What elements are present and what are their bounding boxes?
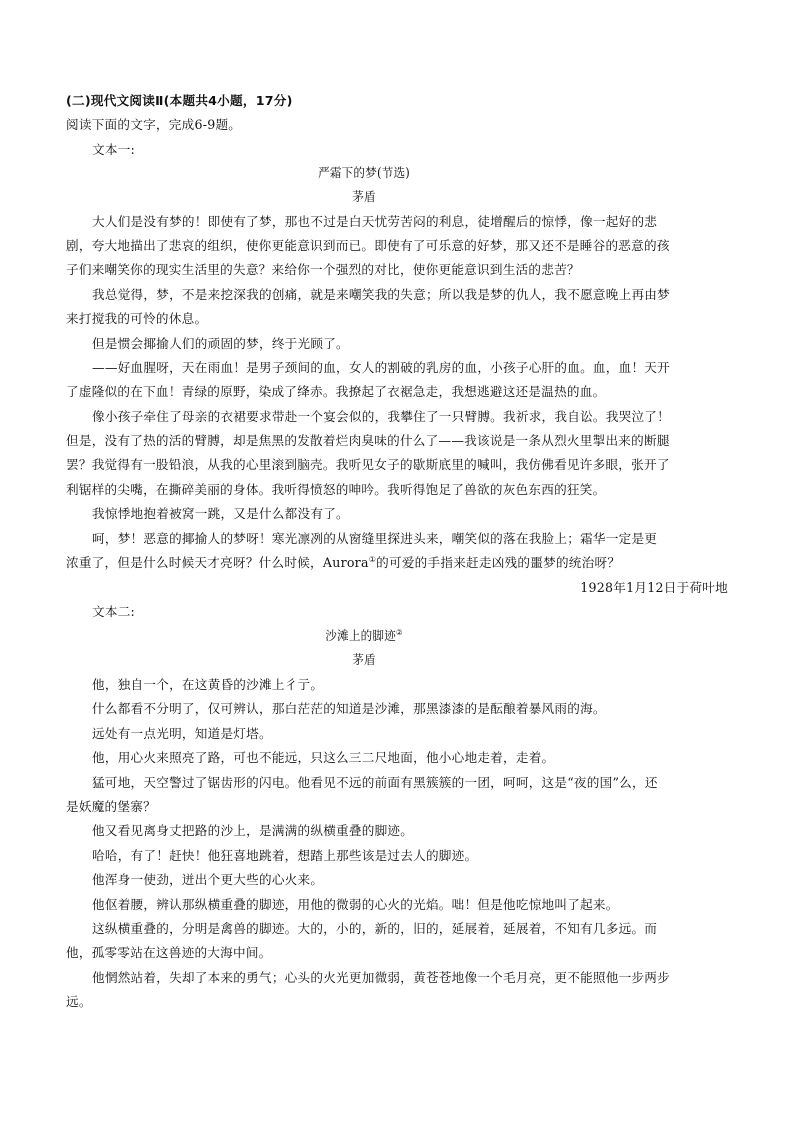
text1-line: 浓重了，但是什么时候天才亮呀？什么时候，Aurora <box>66 555 369 570</box>
instruction-text: 阅读下面的文字，完成6-9题。 <box>66 117 242 132</box>
text2-title-text: 沙滩上的脚迹 <box>325 628 396 643</box>
text1-line: 我惊悸地抱着被窝一跳，又是什么都没有了。 <box>92 506 349 521</box>
footnote-marker: ② <box>395 628 403 637</box>
text2-line: 他又看见离身丈把路的沙上，是满满的纵横重叠的脚迹。 <box>92 823 414 838</box>
text1-line: 剧，夸大地描出了悲哀的组织，使你更能意识到而已。即使有了可乐意的好梦，那又还不是睡谷的恶意的孩 <box>66 238 670 253</box>
text2-line: 这纵横重叠的，分明是禽兽的脚迹。大的，小的，新的，旧的，延展着，延展着，不知有几多远。而 <box>92 921 658 936</box>
text2-line: 猛可地，天空警过了锯齿形的闪电。他看见不远的前面有黑簇簇的一团，呵呵，这是“夜的国”么，还 <box>92 775 658 790</box>
text2-title <box>0 627 728 645</box>
text2-line: 他，用心火来照亮了路，可也不能远，只这么三二尺地面，他小心地走着，走着。 <box>92 750 555 765</box>
text1-line: 但是，没有了热的活的臂膊，却是焦黑的发散着烂肉臭味的什么了——我该说是一条从烈火里掣出来的断腿 <box>66 433 670 448</box>
section-heading: (二)现代文阅读Ⅱ(本题共4小题，17分) <box>66 93 293 108</box>
text1-line: 了虚隆似的在下血！青绿的原野，染成了绛赤。我撩起了衣裾急走，我想逃避这还是温热的血。 <box>66 384 606 399</box>
text1-line: 我总觉得，梦，不是来挖深我的创痛，就是来嘲笑我的失意；所以我是梦的仇人，我不愿意晚上再由梦 <box>92 287 670 302</box>
text1-line: 罢？我觉得有一股铅浪，从我的心里滚到脑壳。我听见女子的歇斯底里的喊叫，我仿佛看见许多眼，张开了 <box>66 457 670 472</box>
text1-line-with-note <box>66 554 620 572</box>
footnote-marker: ① <box>368 555 377 564</box>
text2-label: 文本二: <box>92 604 136 619</box>
text1-label: 文本一: <box>92 142 136 157</box>
text1-line: 子们来嘲笑你的现实生活里的失意？来给你一个强烈的对比，使你更能意识到生活的悲苦？ <box>66 262 580 277</box>
text2-line: 远处有一点光明，知道是灯塔。 <box>92 726 272 741</box>
text1-line: 大人们是没有梦的！即使有了梦，那也不过是白天忧劳苦闷的利息，徒增醒后的惊悸，像一起好的悲 <box>92 214 658 229</box>
text1-line: 像小孩子牵住了母亲的衣裙要求带赴一个宴会似的，我攀住了一只臂膊。我祈求，我自讼。我哭泣了！ <box>92 409 670 424</box>
text1-title: 严霜下的梦(节选) <box>318 165 410 180</box>
text2-line: 是妖魔的堡寨？ <box>66 799 156 814</box>
text1-line: 但是惯会揶揄人们的顽固的梦，终于光顾了。 <box>92 336 349 351</box>
text2-line: 他，孤零零站在这兽迹的大海中间。 <box>66 945 272 960</box>
text1-line: 利锯样的尖嘴，在撕碎美丽的身体。我听得愤怒的呻吟。我听得饱足了兽欲的灰色东西的狂笑。 <box>66 482 606 497</box>
text1-line: 来打搅我的可怜的休息。 <box>66 311 208 326</box>
text2-line: 他，独自一个，在这黄昏的沙滩上彳亍。 <box>92 677 324 692</box>
text2-author: 茅盾 <box>352 652 376 667</box>
text2-line: 什么都看不分明了，仅可辨认，那白茫茫的知道是沙滩，那黑漆漆的是酝酿着暴风雨的海。 <box>92 701 606 716</box>
text1-author: 茅盾 <box>352 189 376 204</box>
text1-line: 的可爱的手指来赶走凶残的噩梦的统治呀？ <box>376 555 621 570</box>
text2-line: 远。 <box>66 994 92 1009</box>
text2-line: 他伛着腰，辨认那纵横重叠的脚迹，用他的微弱的心火的光焰。咄！但是他吃惊地叫了起来。 <box>92 897 619 912</box>
text1-line: 呵，梦！恶意的揶揄人的梦呀！寒光凛冽的从窗缝里探进头来，嘲笑似的落在我脸上；霜华一定是更 <box>92 531 658 546</box>
text2-line: 他惘然站着，失却了本来的勇气；心头的火光更加微弱，黄苍苍地像一个毛月亮，更不能照他一步两步 <box>92 970 670 985</box>
text1-date: 1928年1月12日于荷叶地 <box>580 580 728 595</box>
text2-line: 哈哈，有了！赶快！他狂喜地跳着，想踏上那些该是过去人的脚迹。 <box>92 848 478 863</box>
text2-line: 他浑身一使劲，迸出个更大些的心火来。 <box>92 872 324 887</box>
text1-line: ——好血腥呀，天在雨血！是男子颈间的血，女人的割破的乳房的血，小孩子心肝的血。血，血！天开 <box>92 360 670 375</box>
